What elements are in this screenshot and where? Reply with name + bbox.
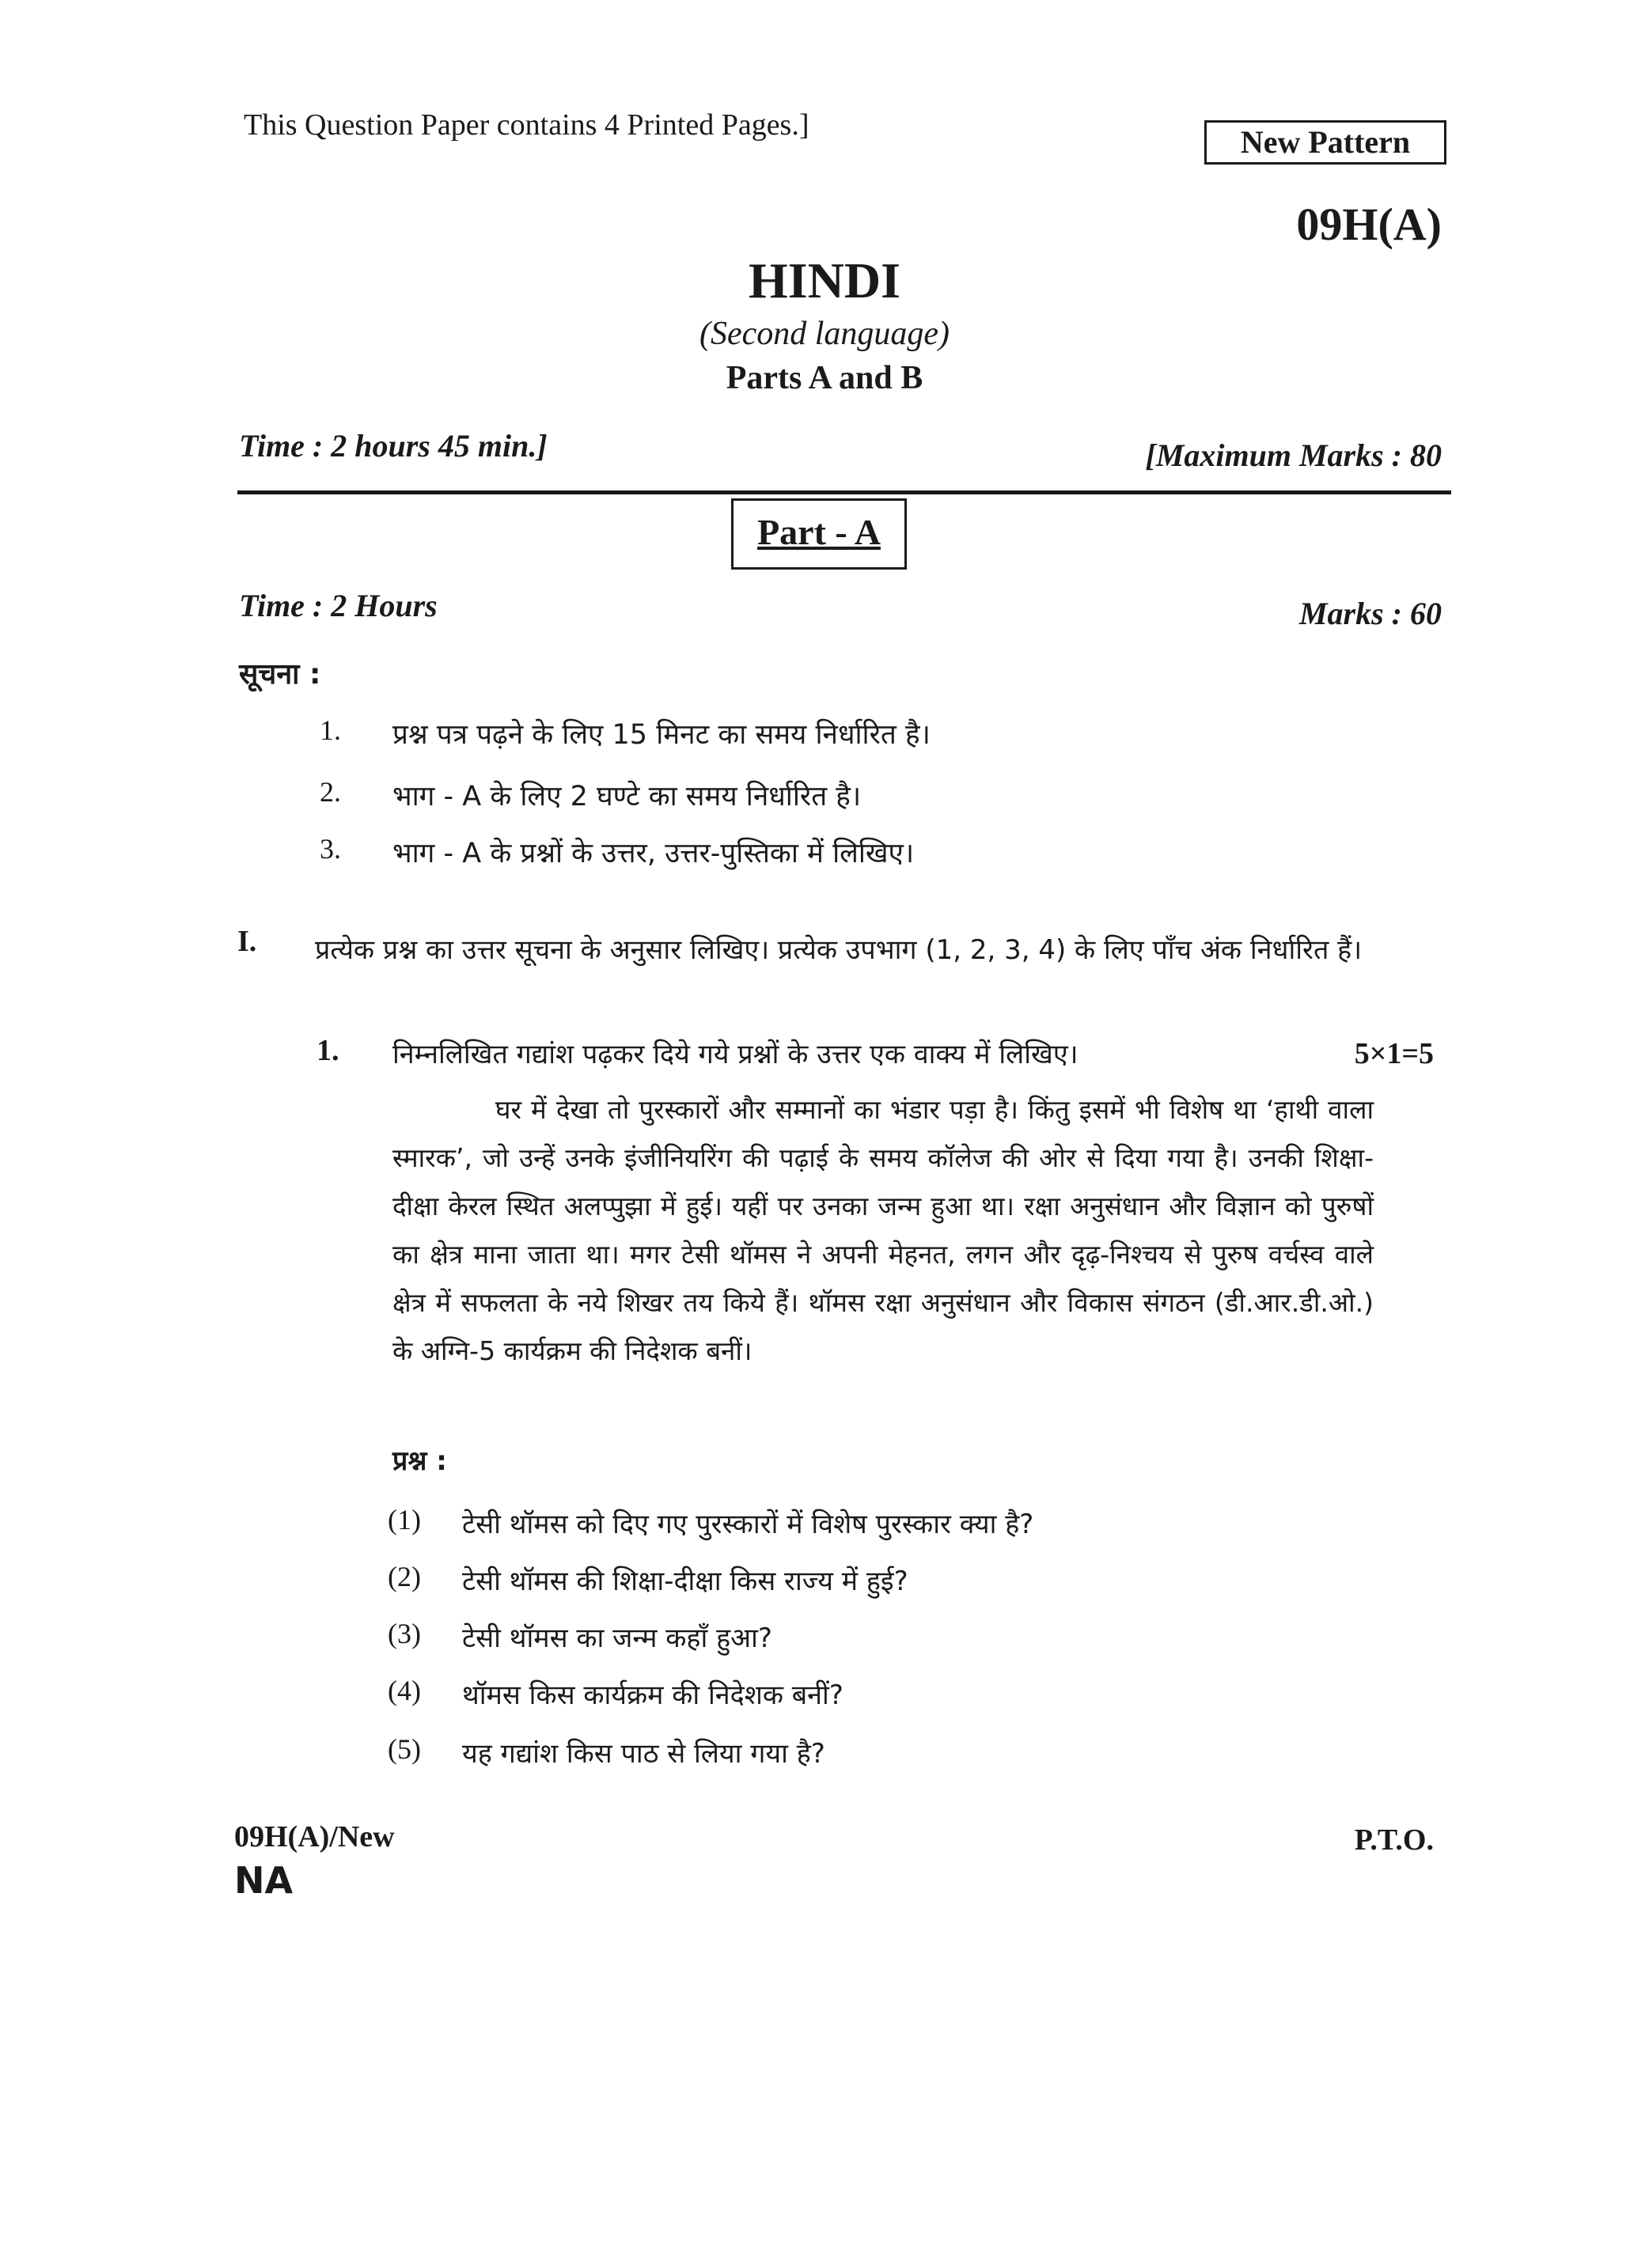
sub-question-number: (5) <box>388 1733 421 1765</box>
sub-question-number: (1) <box>388 1504 421 1535</box>
instruction-number: 2. <box>320 776 341 808</box>
instruction-text: भाग - A के प्रश्नों के उत्तर, उत्तर-पुस्तिका में लिखिए। <box>392 838 915 869</box>
section-instruction: प्रत्येक प्रश्न का उत्तर सूचना के अनुसार लिखिए। प्रत्येक उपभाग (1, 2, 3, 4) के लिए पाँच अंक निर्धारित हैं। <box>315 934 1363 966</box>
part-a-marks: Marks : 60 <box>1298 596 1442 631</box>
sub-question-number: (3) <box>388 1618 421 1649</box>
instruction-number: 1. <box>320 714 341 746</box>
questions-heading: प्रश्न : <box>392 1445 447 1477</box>
part-a-heading <box>731 498 907 570</box>
part-a-label: Part - A <box>757 512 881 552</box>
language-subtitle: (Second language) <box>699 316 950 352</box>
subject-title: HINDI <box>748 252 901 309</box>
sub-question-number: (2) <box>388 1561 421 1592</box>
question-number: 1. <box>317 1034 339 1067</box>
header-divider <box>237 490 1451 494</box>
sub-question-text: टेसी थॉमस का जन्म कहाँ हुआ? <box>462 1622 772 1654</box>
sub-question-text: टेसी थॉमस की शिक्षा-दीक्षा किस राज्य में हुई? <box>462 1566 908 1597</box>
instruction-text: प्रश्न पत्र पढ़ने के लिए 15 मिनट का समय निर्धारित है। <box>392 719 931 751</box>
paper-code: 09H(A) <box>1296 199 1442 250</box>
question-marks: 5×1=5 <box>1354 1037 1434 1070</box>
instruction-number: 3. <box>320 833 341 865</box>
total-time: Time : 2 hours 45 min.] <box>239 428 548 464</box>
maximum-marks: [Maximum Marks : 80 <box>1145 437 1442 473</box>
printed-pages-note: This Question Paper contains 4 Printed Pages.] <box>244 108 809 142</box>
footer-paper-code: 09H(A)/New <box>234 1820 395 1853</box>
instruction-text: भाग - A के लिए 2 घण्टे का समय निर्धारित है। <box>392 781 862 812</box>
reading-passage: घर में देखा तो पुरस्कारों और सम्मानों का भंडार पड़ा है। किंतु इसमें भी विशेष था ‘हाथी वाला स्मारक’, जो उन्हें उनके इंजीनियरिंग की पढ़ाई के समय कॉलेज की ओर से दिया गया है। उनकी शिक्षा-दीक्षा केरल स्थित अलप्पुझा में हुई। यहीं पर उनका जन्म हुआ था। रक्षा अनुसंधान और विज्ञान को पुरुषों का क्षेत्र माना जाता था। मगर टेसी थॉमस ने अपनी मेहनत, लगन और दृढ़-निश्चय से पुरुष वर्चस्व वाले क्षेत्र में सफलता के नये शिखर तय किये हैं। थॉमस रक्षा अनुसंधान और विकास संगठन (डी.आर.डी.ओ.) के अग्नि-5 कार्यक्रम की निदेशक बनीं। <box>392 1094 1374 1366</box>
sub-question-text: यह गद्यांश किस पाठ से लिया गया है? <box>462 1738 825 1770</box>
footer-na-mark: NA <box>234 1859 294 1902</box>
parts-subtitle: Parts A and B <box>726 360 923 396</box>
sub-question-text: टेसी थॉमस को दिए गए पुरस्कारों में विशेष पुरस्कार क्या है? <box>462 1509 1034 1540</box>
question-text: निम्नलिखित गद्यांश पढ़कर दिये गये प्रश्नों के उत्तर एक वाक्य में लिखिए। <box>392 1039 1078 1070</box>
sub-question-number: (4) <box>388 1675 421 1706</box>
please-turn-over: P.T.O. <box>1354 1823 1434 1857</box>
instructions-heading: सूचना : <box>239 658 321 691</box>
part-a-time: Time : 2 Hours <box>239 588 438 623</box>
section-number: I. <box>237 925 257 958</box>
sub-question-text: थॉमस किस कार्यक्रम की निदेशक बनीं? <box>462 1679 843 1711</box>
new-pattern-badge: New Pattern <box>1204 120 1446 165</box>
